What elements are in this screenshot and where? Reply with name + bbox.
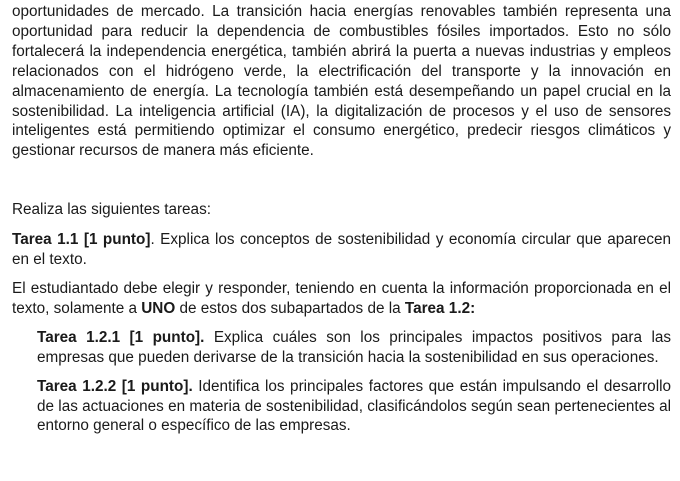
choice-note-text-middle: de estos dos subapartados de la [175,299,405,317]
choice-note-text-before: El estudiantado debe elegir y responder, teniendo en cuenta la información proporcionada en el texto, solamente a [12,279,671,317]
task-1-2-2 [12,377,671,437]
task-1-2-1-text: Explica cuáles son los principales impactos positivos para las empresas que pueden derivarse de la transición hacia la sostenibilidad en sus operaciones. [37,328,672,366]
task-1-2-1-label: Tarea 1.2.1 [1 punto]. [37,328,205,346]
choice-note-task-ref: Tarea 1.2: [404,299,476,317]
task-1-1-label: Tarea 1.1 [1 punto] [12,231,151,249]
choice-note [12,279,671,319]
task-1-2-2-label: Tarea 1.2.2 [1 punto]. [37,377,193,395]
task-1-2-1 [12,328,671,368]
task-1-1-text: . Explica los conceptos de sostenibilidad y economía circular que aparecen en el texto. [12,231,671,269]
task-1-2-2-text: Identifica los principales factores que están impulsando el desarrollo de las actuaciones en materia de sostenibilidad, clasificándolos según sean pertenecientes al entorno general o específico de las empresas. [37,377,671,435]
instructions-text: Realiza las siguientes tareas: [12,201,211,219]
task-1-1 [12,230,671,270]
choice-note-uno: UNO [141,299,176,317]
intro-paragraph: oportunidades de mercado. La transición hacia energías renovables también representa una oportunidad para reducir la dependencia de combustibles fósiles importados. Esto no sólo fortalecerá la independencia energética, también abrirá la puerta a nuevas industrias y empleos relacionados con el hidrógeno verde, la electrificación del transporte y la innovación en almacenamiento de energía. La tecnología también está desempeñando un papel crucial en la sostenibilidad. La inteligencia artificial (IA), la digitalización de procesos y el uso de sensores inteligentes está permitiendo optimizar el consumo energético, predecir riesgos climáticos y gestionar recursos de manera más eficiente. [12,3,671,160]
